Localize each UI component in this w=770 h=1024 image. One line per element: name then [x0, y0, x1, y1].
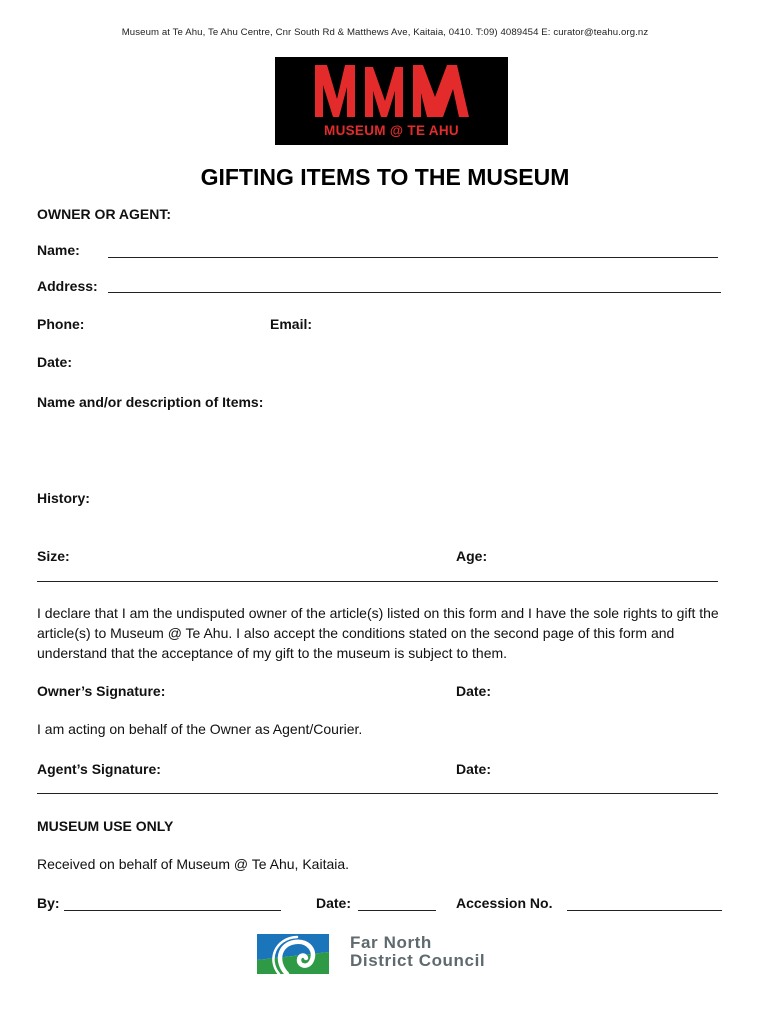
form-title: GIFTING ITEMS TO THE MUSEUM	[200, 164, 570, 190]
address-label: Address:	[37, 278, 98, 294]
agent-date-label: Date:	[456, 761, 492, 777]
accession-number-label: Accession No.	[456, 895, 553, 911]
council-name-line2: District Council	[350, 951, 486, 970]
by-field-line[interactable]	[64, 910, 281, 911]
name-label: Name:	[37, 242, 80, 258]
museum-logo	[275, 57, 508, 145]
council-logo	[257, 934, 527, 974]
owner-section-heading: OWNER OR AGENT:	[37, 206, 172, 222]
header-contact-line: Museum at Te Ahu, Te Ahu Centre, Cnr South Rd & Matthews Ave, Kaitaia, 0410. T:09) 4089454 E: curator@teahu.org.nz	[121, 27, 649, 38]
owner-signature-label: Owner’s Signature:	[37, 683, 166, 699]
museum-logo-text: MUSEUM @ TE AHU	[324, 123, 459, 138]
museum-date-field-line[interactable]	[358, 910, 436, 911]
declaration-paragraph: I declare that I am the undisputed owner of the article(s) listed on this form and I have the sole rights to gift the article(s) to Museum @ Te Ahu. I also accept the conditions stated on the second page of this form and understand that the acceptance of my gift to the museum is subject to them.	[37, 605, 719, 661]
age-label: Age:	[456, 548, 488, 564]
address-field-line[interactable]	[108, 292, 721, 293]
council-koru-icon	[257, 934, 329, 974]
phone-label: Phone:	[37, 316, 85, 332]
items-description-label: Name and/or description of Items:	[37, 394, 264, 410]
size-label: Size:	[37, 548, 70, 564]
accession-number-field-line[interactable]	[567, 910, 722, 911]
owner-date-label: Date:	[456, 683, 492, 699]
email-label: Email:	[270, 316, 313, 332]
museum-use-heading: MUSEUM USE ONLY	[37, 818, 174, 834]
name-field-line[interactable]	[108, 257, 718, 258]
council-name	[350, 934, 485, 970]
by-label: By:	[37, 895, 60, 911]
received-text: Received on behalf of Museum @ Te Ahu, Kaitaia.	[37, 856, 350, 872]
agent-signature-label: Agent’s Signature:	[37, 761, 161, 777]
history-label: History:	[37, 490, 90, 506]
date-label: Date:	[37, 354, 73, 370]
council-name-line1: Far North	[350, 933, 432, 952]
museum-date-label: Date:	[316, 895, 352, 911]
section-divider-2	[37, 793, 718, 794]
agent-statement: I am acting on behalf of the Owner as Agent/Courier.	[37, 721, 363, 737]
section-divider-1	[37, 581, 718, 582]
